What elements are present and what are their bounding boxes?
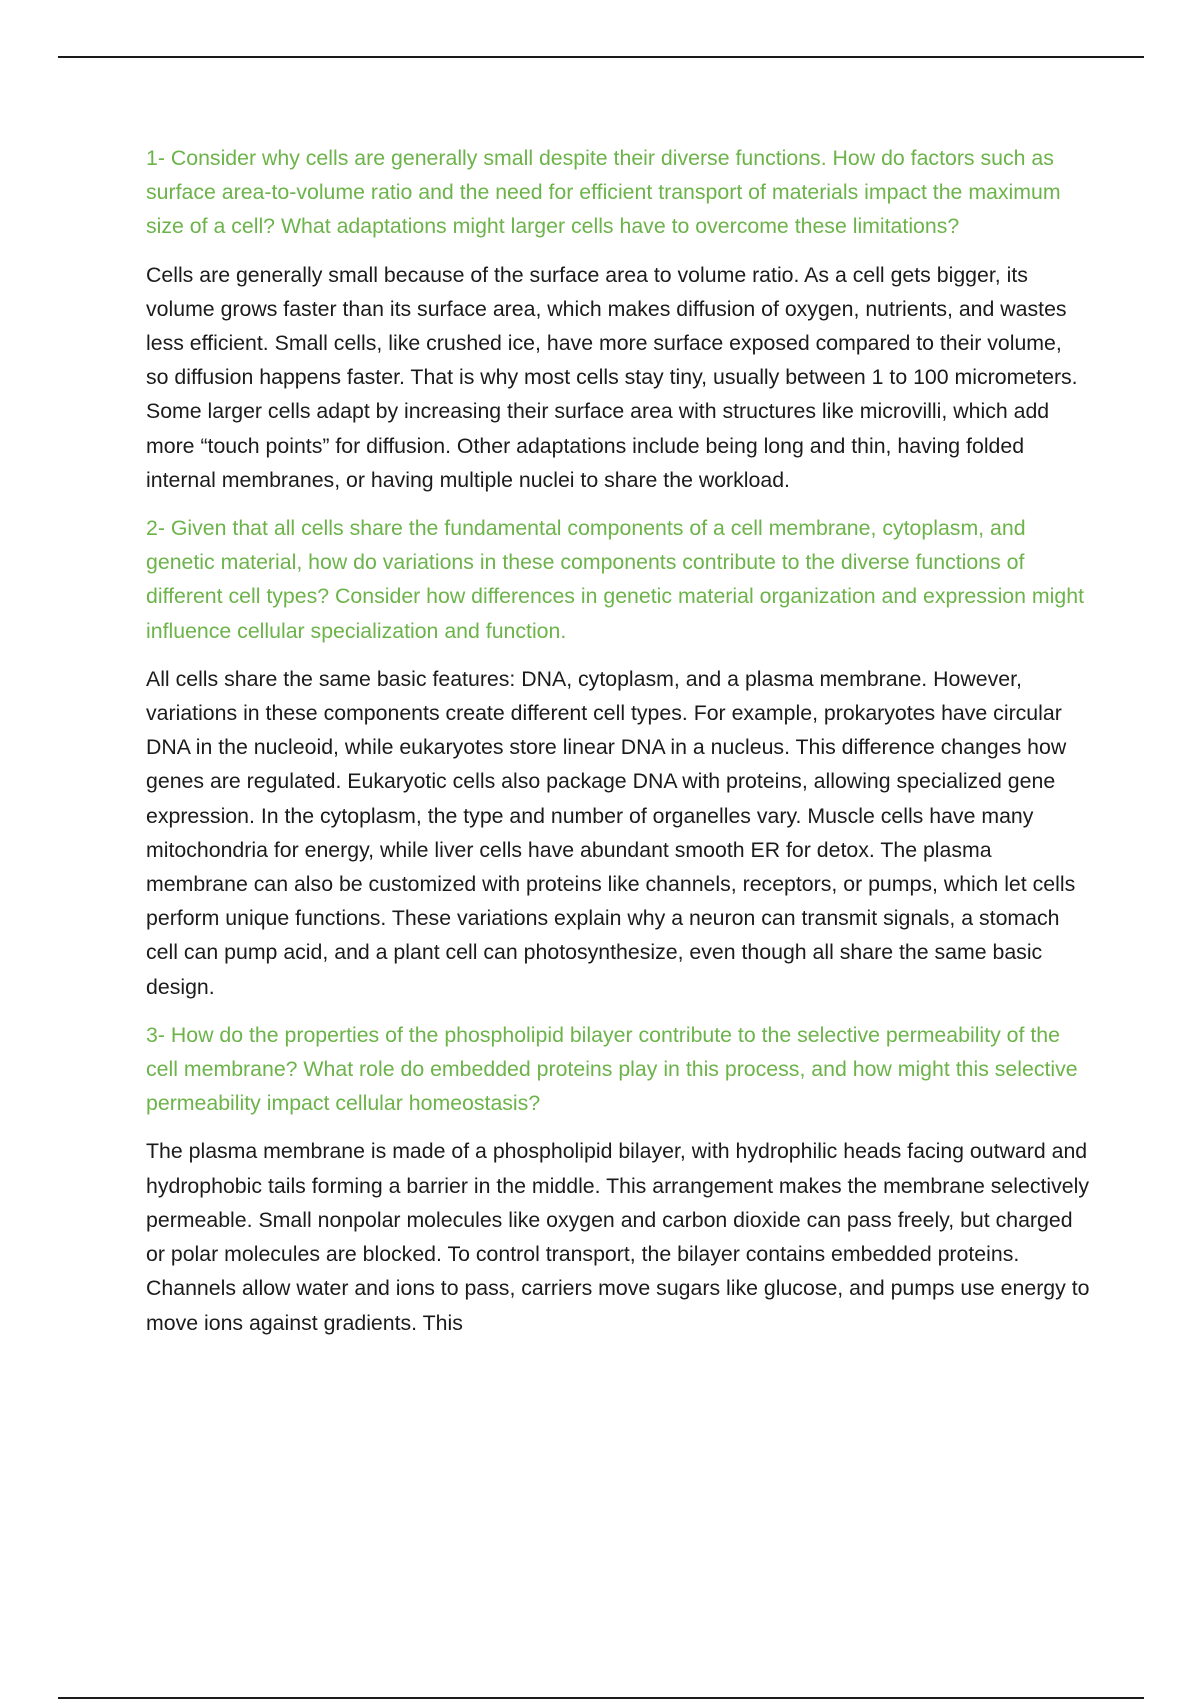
footer-rule bbox=[58, 1697, 1144, 1699]
document-body bbox=[146, 141, 1090, 1354]
answer-2: All cells share the same basic features: DNA, cytoplasm, and a plasma membrane. However, variations in these components create different cell types. For example, prokaryotes have circular DNA in the nucleoid, while eukaryotes store linear DNA in a nucleus. This difference changes how genes are regulated. Eukaryotic cells also package DNA with proteins, allowing specialized gene expression. In the cytoplasm, the type and number of organelles vary. Muscle cells have many mitochondria for energy, while liver cells have abundant smooth ER for detox. The plasma membrane can also be customized with proteins like channels, receptors, or pumps, which let cells perform unique functions. These variations explain why a neuron can transmit signals, a stomach cell can pump acid, and a plant cell can photosynthesize, even though all share the same basic design. bbox=[146, 666, 1076, 999]
answer-1: Cells are generally small because of the surface area to volume ratio. As a cell gets bigger, its volume grows faster than its surface area, which makes diffusion of oxygen, nutrients, and wastes less efficient. Small cells, like crushed ice, have more surface exposed compared to their volume, so diffusion happens faster. That is why most cells stay tiny, usually between 1 to 100 micrometers. Some larger cells adapt by increasing their surface area with structures like microvilli, which add more “touch points” for diffusion. Other adaptations include being long and thin, having folded internal membranes, or having multiple nuclei to share the workload. bbox=[146, 262, 1078, 492]
header-rule bbox=[58, 56, 1144, 58]
question-2: 2- Given that all cells share the fundamental components of a cell membrane, cytoplasm, and genetic material, how do variations in these components contribute to the diverse functions of different cell types? Consider how differences in genetic material organization and expression might influence cellular specialization and function. bbox=[146, 516, 1084, 643]
answer-3: The plasma membrane is made of a phospholipid bilayer, with hydrophilic heads facing outward and hydrophobic tails forming a barrier in the middle. This arrangement makes the membrane selectively permeable. Small nonpolar molecules like oxygen and carbon dioxide can pass freely, but charged or polar molecules are blocked. To control transport, the bilayer contains embedded proteins. Channels allow water and ions to pass, carriers move sugars like glucose, and pumps use energy to move ions against gradients. This bbox=[146, 1139, 1090, 1335]
question-3: 3- How do the properties of the phospholipid bilayer contribute to the selective permeability of the cell membrane? What role do embedded proteins play in this process, and how might this selective permeability impact cellular homeostasis? bbox=[146, 1022, 1078, 1116]
question-1: 1- Consider why cells are generally small despite their diverse functions. How do factors such as surface area-to-volume ratio and the need for efficient transport of materials impact the maximum size of a cell? What adaptations might larger cells have to overcome these limitations? bbox=[146, 146, 1061, 239]
